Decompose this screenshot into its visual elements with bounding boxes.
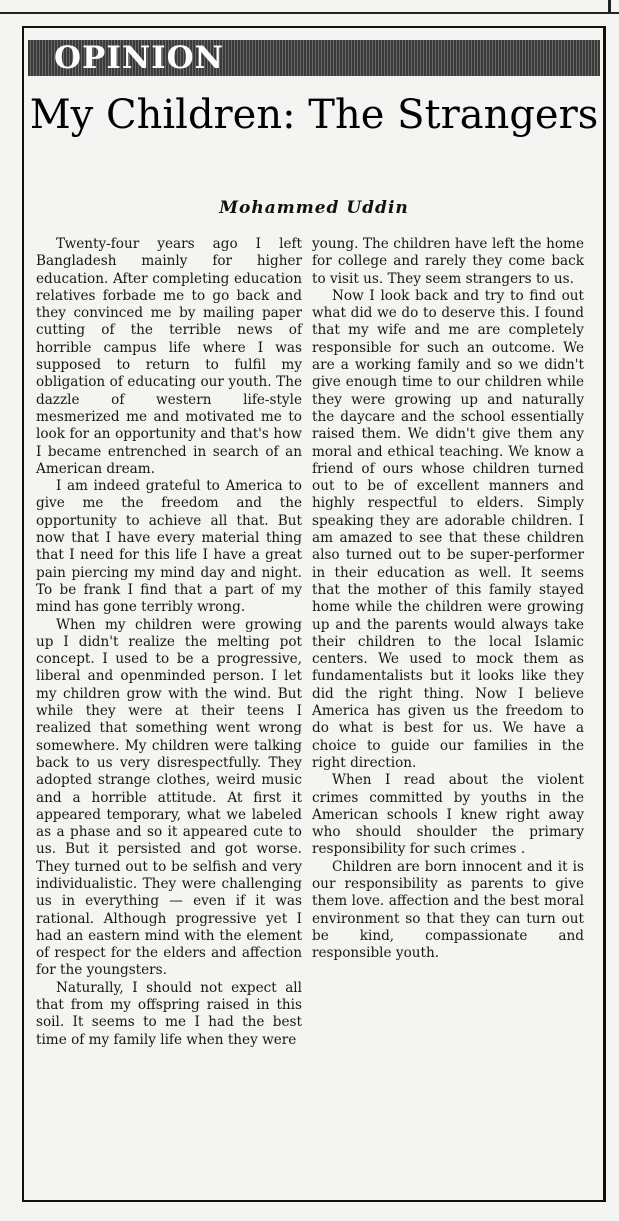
paragraph: When I read about the violent crimes committed by youths in the American schools I knew right away who should shoulder the primary responsibility for such crimes . xyxy=(312,772,584,858)
section-banner xyxy=(28,40,600,76)
page-corner-mark xyxy=(608,0,611,14)
page-top-edge xyxy=(0,0,619,14)
article-column-1 xyxy=(36,236,302,1049)
section-label: OPINION xyxy=(54,40,224,76)
paragraph: Now I look back and try to find out what did we do to deserve this. I found that my wife and me are completely responsible for such an outcome. We are a working family and so we didn't give enough time to our children while they were growing up and naturally the daycare and the school essentially raised them. We didn't give them any moral and ethical teaching. We know a friend of ours whose children turned out to be of excellent manners and highly respectful to elders. Simply speaking they are adorable children. I am amazed to see that these children also turned out to be super-performer in their education as well. It seems that the mother of this family stayed home while the children were growing up and the parents would always take their children to the local Islamic centers. We used to mock them as fundamentalists but it looks like they did the right thing. Now I believe America has given us the freedom to do what is best for us. We have a choice to guide our families in the right direction. xyxy=(312,287,584,771)
paragraph: Twenty-four years ago I left Bangladesh mainly for higher education. After completing education relatives forbade me to go back and they convinced me by mailing paper cutting of the terrible news of horrible campus life where I was supposed to return to fulfil my obligation of educating our youth. The dazzle of western life-style mesmerized me and motivated me to look for an opportunity and that's how I became entrenched in search of an American dream. xyxy=(36,236,302,477)
paragraph: I am indeed grateful to America to give me the freedom and the opportunity to achieve all that. But now that I have every material thing that I need for this life I have a great pain piercing my mind day and night. To be frank I find that a part of my mind has gone terribly wrong. xyxy=(36,478,302,616)
paragraph: young. The children have left the home for college and rarely they come back to visit us. They seem strangers to us. xyxy=(312,236,584,287)
byline: Mohammed Uddin xyxy=(219,198,409,218)
paragraph: Naturally, I should not expect all that from my offspring raised in this soil. It seems to me I had the best time of my family life when they were xyxy=(36,979,302,1048)
article-column-2 xyxy=(312,236,584,962)
headline: My Children: The Strangers xyxy=(29,92,599,138)
paragraph: When my children were growing up I didn't realize the melting pot concept. I used to be a progressive, liberal and openminded person. I let my children grow with the wind. But while they were at their teens I realized that something went wrong somewhere. My children were talking back to us very disrespectfully. They adopted strange clothes, weird music and a horrible attitude. At first it appeared temporary, what we labeled as a phase and so it appeared cute to us. But it persisted and got worse. They turned out to be selfish and very individualistic. They were challenging us in everything — even if it was rational. Although progressive yet I had an eastern mind with the element of respect for the elders and affection for the youngsters. xyxy=(36,616,302,979)
paragraph: Children are born innocent and it is our responsibility as parents to give them love. affection and the best moral environment so that they can turn out be kind, compassionate and responsible youth. xyxy=(312,858,584,962)
